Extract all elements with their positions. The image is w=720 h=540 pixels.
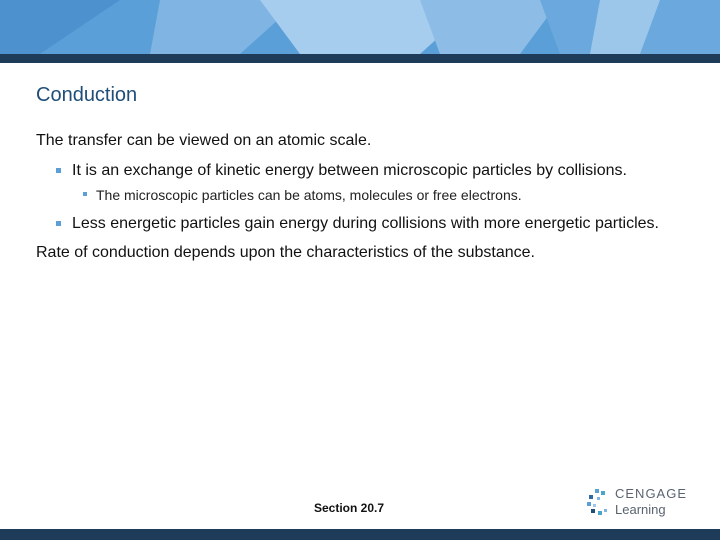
bullet-level1: Rate of conduction depends upon the characteristics of the substance. bbox=[36, 244, 535, 261]
cengage-logo bbox=[585, 486, 695, 520]
slide-content bbox=[36, 131, 686, 273]
section-label: Section 20.7 bbox=[314, 501, 385, 515]
header-rule bbox=[0, 54, 720, 63]
logo-text-top: CENGAGE bbox=[615, 486, 688, 501]
header-banner bbox=[0, 0, 720, 54]
logo-text-bottom: Learning bbox=[615, 502, 666, 517]
cengage-mark-icon bbox=[585, 487, 611, 517]
slide-title: Conduction bbox=[36, 84, 138, 106]
banner-decoration bbox=[0, 0, 720, 54]
bullet-level1: The transfer can be viewed on an atomic scale. bbox=[36, 132, 372, 149]
bullet-level2: It is an exchange of kinetic energy between microscopic particles by collisions. bbox=[72, 161, 686, 180]
footer-bar bbox=[0, 529, 720, 540]
bullet-level3: The microscopic particles can be atoms, molecules or free electrons. bbox=[96, 186, 686, 204]
bullet-level2: Less energetic particles gain energy during collisions with more energetic particles. bbox=[72, 214, 686, 233]
